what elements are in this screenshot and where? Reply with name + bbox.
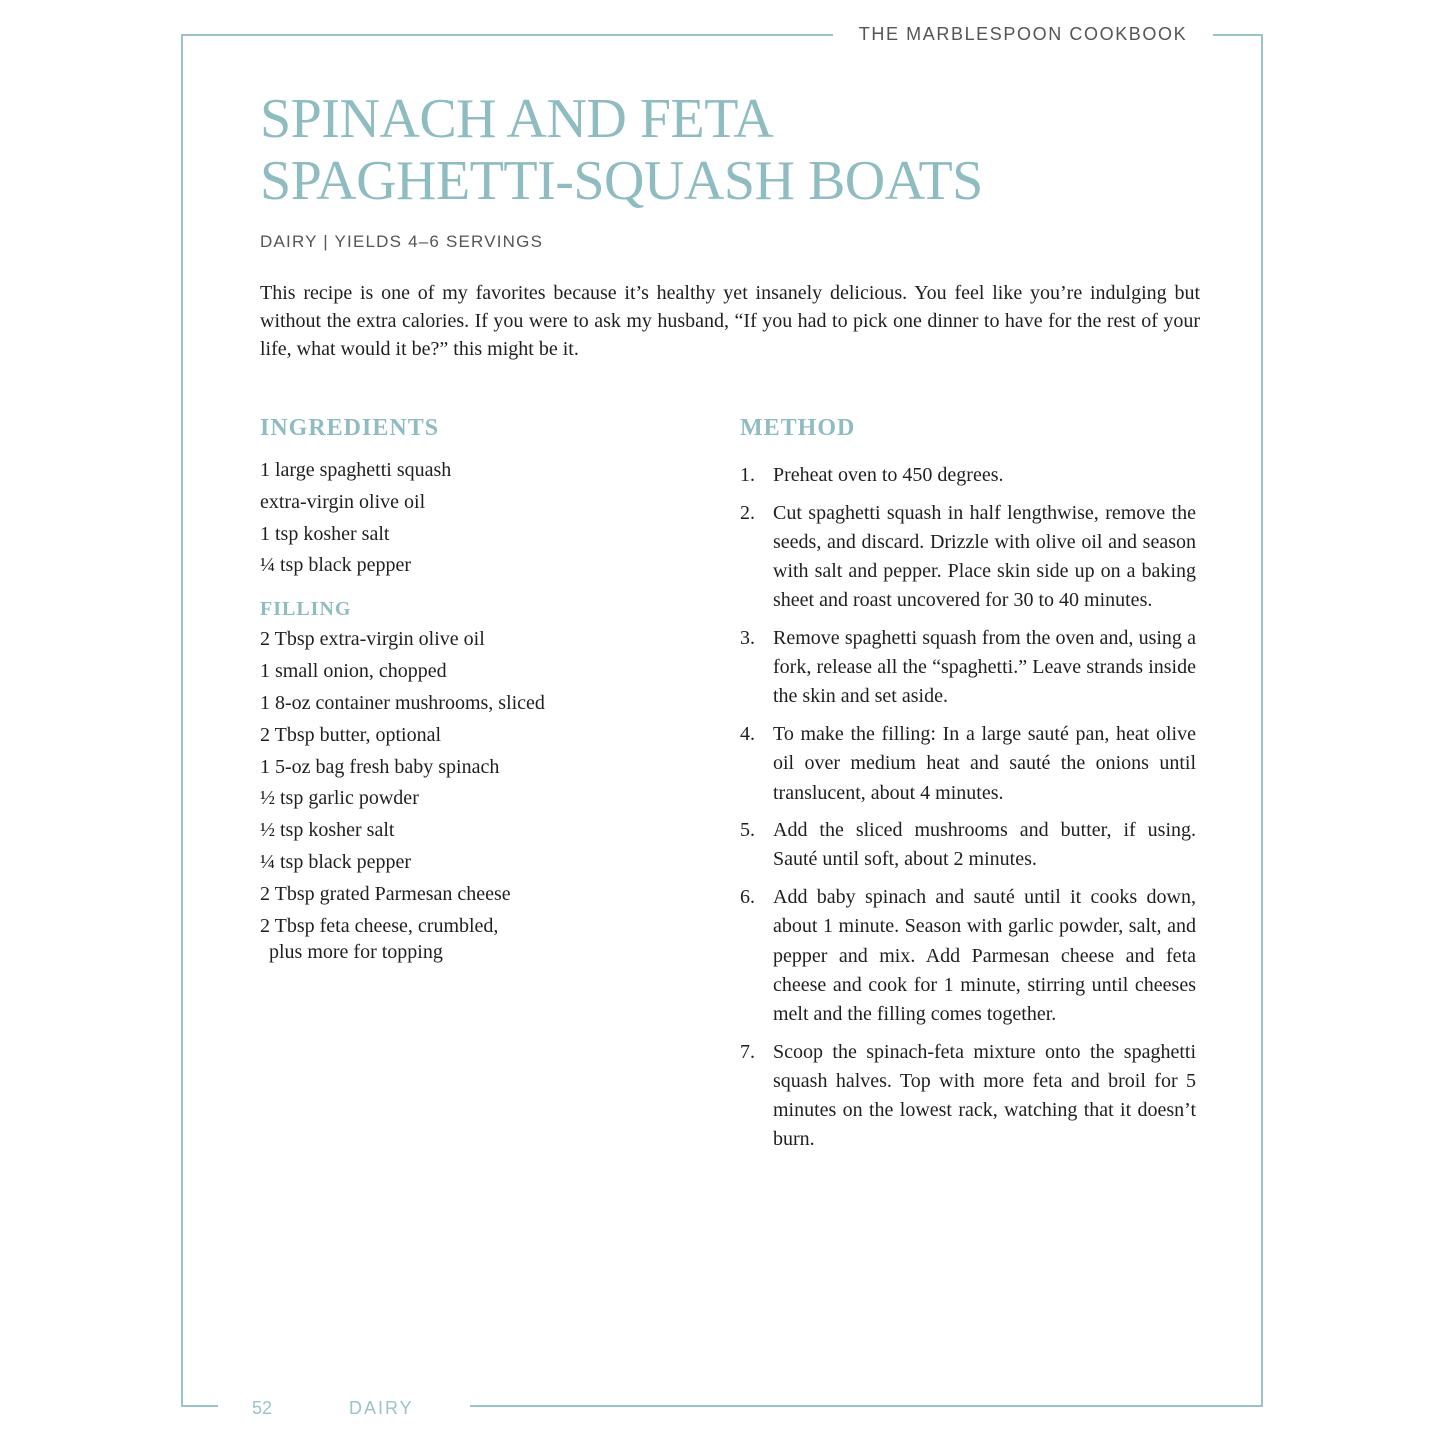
step-number: 7. xyxy=(740,1040,755,1063)
step-text: Preheat oven to 450 degrees. xyxy=(773,464,1004,486)
recipe-title-line-1: SPINACH AND FETA xyxy=(260,88,774,150)
step-number: 5. xyxy=(740,819,755,842)
method-step xyxy=(740,816,1196,874)
filling-heading: FILLING xyxy=(260,598,352,621)
ingredient-item: ¼ tsp black pepper xyxy=(260,554,412,577)
recipe-title-line-2: SPAGHETTI-SQUASH BOATS xyxy=(260,150,983,212)
page-footer xyxy=(218,1396,470,1422)
page-number: 52 xyxy=(252,1398,273,1418)
step-number: 3. xyxy=(740,627,755,650)
step-text: Add the sliced mushrooms and butter, if using. Sauté until soft, about 2 minutes. xyxy=(773,819,1196,871)
recipe-subtitle: DAIRY | YIELDS 4–6 SERVINGS xyxy=(260,232,544,251)
ingredient-item: extra-virgin olive oil xyxy=(260,490,426,513)
step-number: 2. xyxy=(740,501,755,524)
ingredient-item: 1 large spaghetti squash xyxy=(260,459,452,481)
ingredients-list xyxy=(260,457,680,578)
filling-item-last xyxy=(260,913,680,965)
method-step xyxy=(740,624,1196,712)
filling-item: 2 Tbsp grated Parmesan cheese xyxy=(260,882,511,905)
filling-item: 1 small onion, chopped xyxy=(260,660,447,683)
step-text: Cut spaghetti squash in half lengthwise, remove the seeds, and discard. Drizzle with olive oil and season with salt and pepper. Place skin side up on a baking sheet and roast uncovered for 30 to 40 minutes. xyxy=(773,501,1196,612)
filling-item: 2 Tbsp extra-virgin olive oil xyxy=(260,628,485,651)
step-number: 1. xyxy=(740,464,755,486)
ingredients-column xyxy=(260,413,680,970)
method-step xyxy=(740,720,1196,808)
filling-item: ¼ tsp black pepper xyxy=(260,850,412,873)
method-step xyxy=(740,1038,1196,1155)
filling-item: ½ tsp garlic powder xyxy=(260,787,419,810)
method-column xyxy=(740,413,1196,1163)
step-text: Add baby spinach and sauté until it cooks down, about 1 minute. Season with garlic powder, salt, and pepper and mix. Add Parmesan cheese and feta cheese and cook for 1 minute, stirring until cheeses melt and the filling comes together. xyxy=(773,886,1196,1025)
method-step xyxy=(740,499,1196,616)
filling-item: 2 Tbsp butter, optional xyxy=(260,723,442,746)
filling-item: 1 5-oz bag fresh baby spinach xyxy=(260,755,500,778)
method-step xyxy=(740,461,1196,490)
step-number: 4. xyxy=(740,723,755,746)
ingredient-item: 1 tsp kosher salt xyxy=(260,522,390,545)
running-head: THE MARBLESPOON COOKBOOK xyxy=(833,22,1213,46)
step-text: Remove spaghetti squash from the oven and, using a fork, release all the “spaghetti.” Leave strands inside the skin and set aside. xyxy=(773,627,1196,708)
ingredients-heading: INGREDIENTS xyxy=(260,415,440,441)
filling-list xyxy=(260,626,680,964)
filling-item-last-line-2: plus more for topping xyxy=(269,940,443,963)
method-steps xyxy=(740,461,1196,1154)
method-heading: METHOD xyxy=(740,415,856,441)
step-number: 6. xyxy=(740,886,755,909)
recipe-intro: This recipe is one of my favorites because it’s healthy yet insanely delicious. You feel like you’re indulging but without the extra calories. If you were to ask my husband, “If you had to pick one dinner to have for the rest of your life, what would it be?” this might be it. xyxy=(260,282,1200,360)
step-text: Scoop the spinach-feta mixture onto the spaghetti squash halves. Top with more feta and broil for 5 minutes on the lowest rack, watching that it doesn’t burn. xyxy=(773,1040,1196,1151)
filling-item: 1 8-oz container mushrooms, sliced xyxy=(260,691,545,714)
step-text: To make the filling: In a large sauté pan, heat olive oil over medium heat and sauté the onions until translucent, about 4 minutes. xyxy=(773,723,1196,804)
filling-item: ½ tsp kosher salt xyxy=(260,819,395,842)
filling-item-last-line-1: 2 Tbsp feta cheese, crumbled, xyxy=(260,914,499,937)
method-step xyxy=(740,883,1196,1029)
footer-section-label: DAIRY xyxy=(349,1398,414,1418)
recipe-title xyxy=(260,88,983,212)
